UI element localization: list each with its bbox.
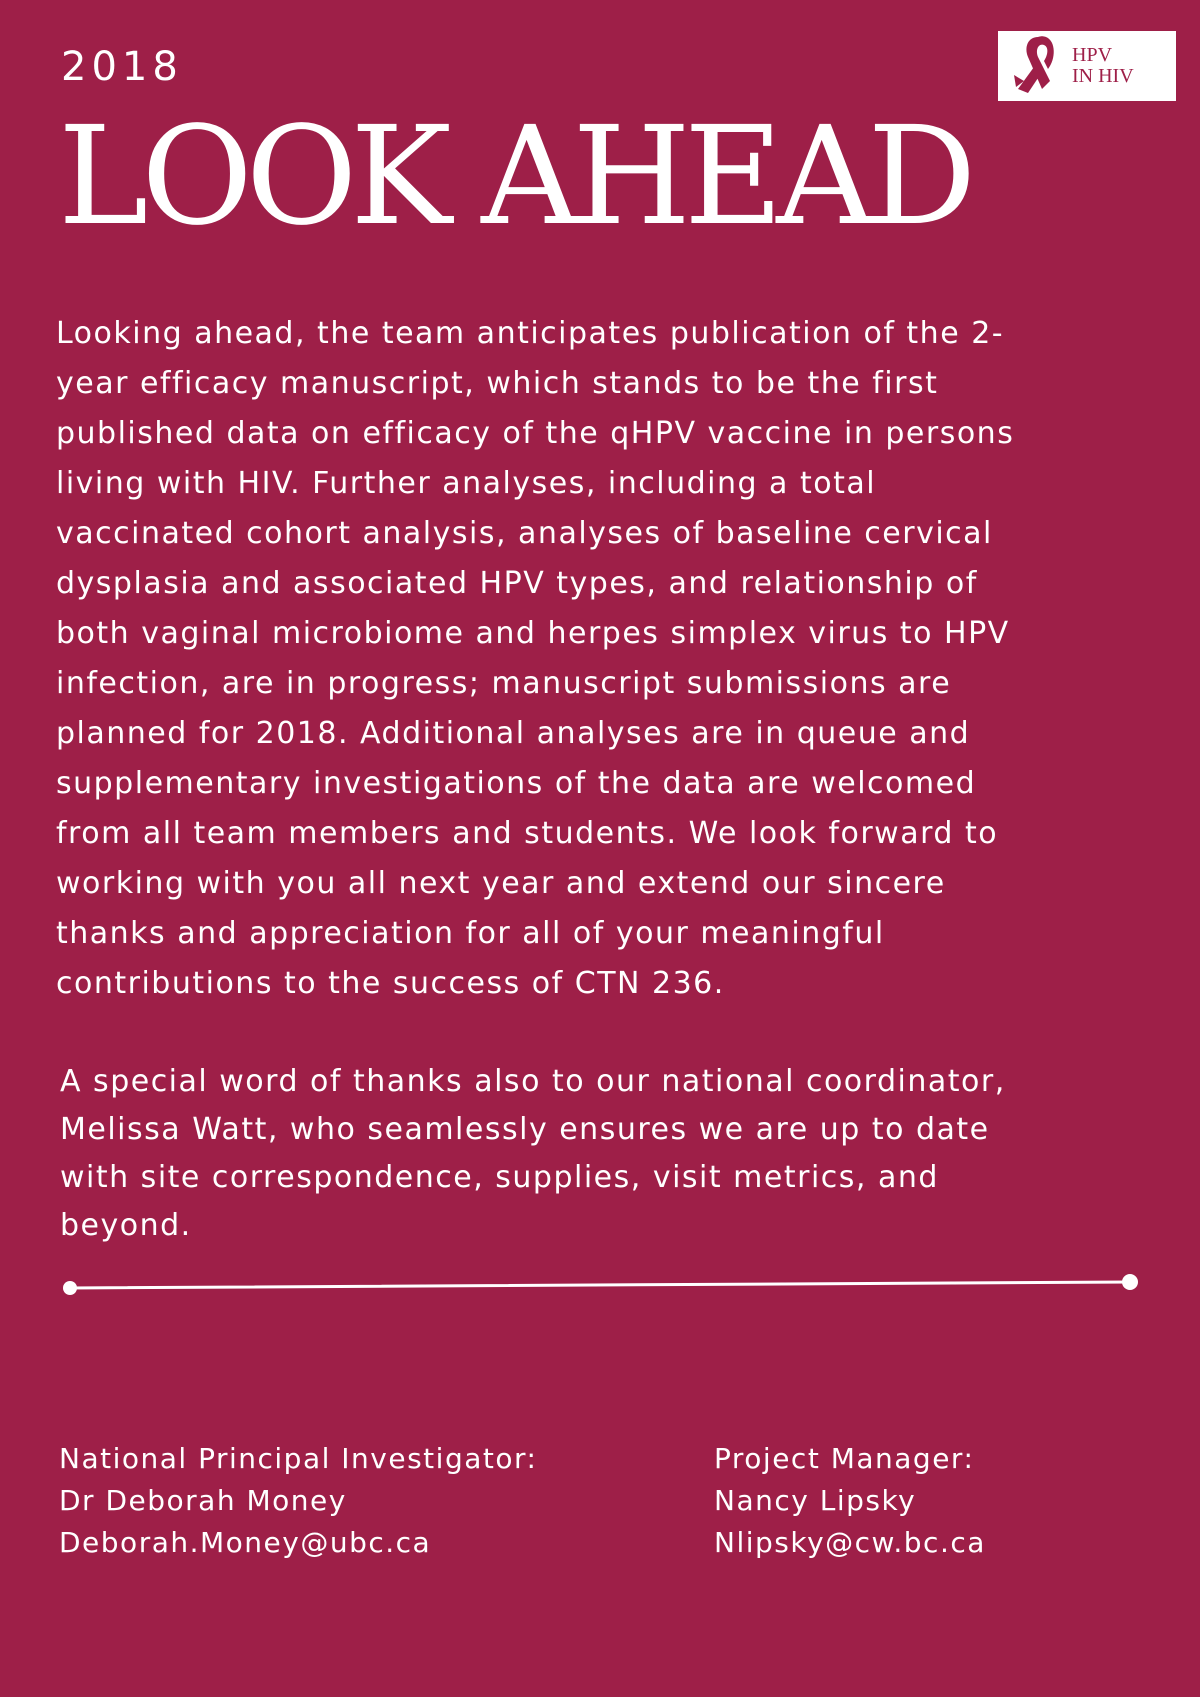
manager-name: Nancy Lipsky <box>714 1484 917 1517</box>
thanks-paragraph <box>60 1058 1180 1250</box>
investigator-role: National Principal Investigator: <box>59 1442 538 1475</box>
paragraph-line: both vaginal microbiome and herpes simplex virus to HPV <box>56 616 1010 651</box>
paragraph-line: working with you all next year and extend our sincere <box>56 866 946 901</box>
investigator-email[interactable]: Deborah.Money@ubc.ca <box>59 1526 432 1559</box>
thanks-line: A special word of thanks also to our national coordinator, <box>60 1064 1006 1099</box>
paragraph-line: planned for 2018. Additional analyses are in queue and <box>56 716 971 751</box>
paragraph-line: thanks and appreciation for all of your meaningful <box>56 916 885 951</box>
paragraph-line: year efficacy manuscript, which stands to be the first <box>56 366 939 401</box>
section-divider <box>60 1272 1140 1296</box>
year-label: 2018 <box>61 44 183 90</box>
manager-contact <box>714 1438 986 1564</box>
hpv-in-hiv-logo <box>998 31 1176 101</box>
paragraph-line: supplementary investigations of the data are welcomed <box>56 766 977 801</box>
page-title: LOOK AHEAD <box>58 98 970 256</box>
thanks-line: beyond. <box>60 1208 192 1243</box>
logo-line-1: HPV <box>1072 44 1113 66</box>
thanks-line: Melissa Watt, who seamlessly ensures we are up to date <box>60 1112 990 1147</box>
manager-email[interactable]: Nlipsky@cw.bc.ca <box>714 1526 986 1559</box>
ribbon-icon <box>1008 31 1072 101</box>
paragraph-line: contributions to the success of CTN 236. <box>56 966 725 1001</box>
paragraph-line: vaccinated cohort analysis, analyses of baseline cervical <box>56 516 993 551</box>
paragraph-line: infection, are in progress; manuscript submissions are <box>56 666 952 701</box>
investigator-name: Dr Deborah Money <box>59 1484 347 1517</box>
paragraph-line: from all team members and students. We look forward to <box>56 816 999 851</box>
paragraph-line: dysplasia and associated HPV types, and relationship of <box>56 566 978 601</box>
paragraph-line: living with HIV. Further analyses, including a total <box>56 466 877 501</box>
manager-role: Project Manager: <box>714 1442 975 1475</box>
look-ahead-paragraph <box>56 309 1176 1009</box>
thanks-line: with site correspondence, supplies, visit metrics, and <box>60 1160 939 1195</box>
investigator-contact <box>59 1438 537 1564</box>
logo-line-2: IN HIV <box>1072 65 1134 87</box>
paragraph-line: Looking ahead, the team anticipates publication of the 2- <box>56 316 1005 351</box>
logo-text <box>1072 45 1134 87</box>
paragraph-line: published data on efficacy of the qHPV vaccine in persons <box>56 416 1015 451</box>
